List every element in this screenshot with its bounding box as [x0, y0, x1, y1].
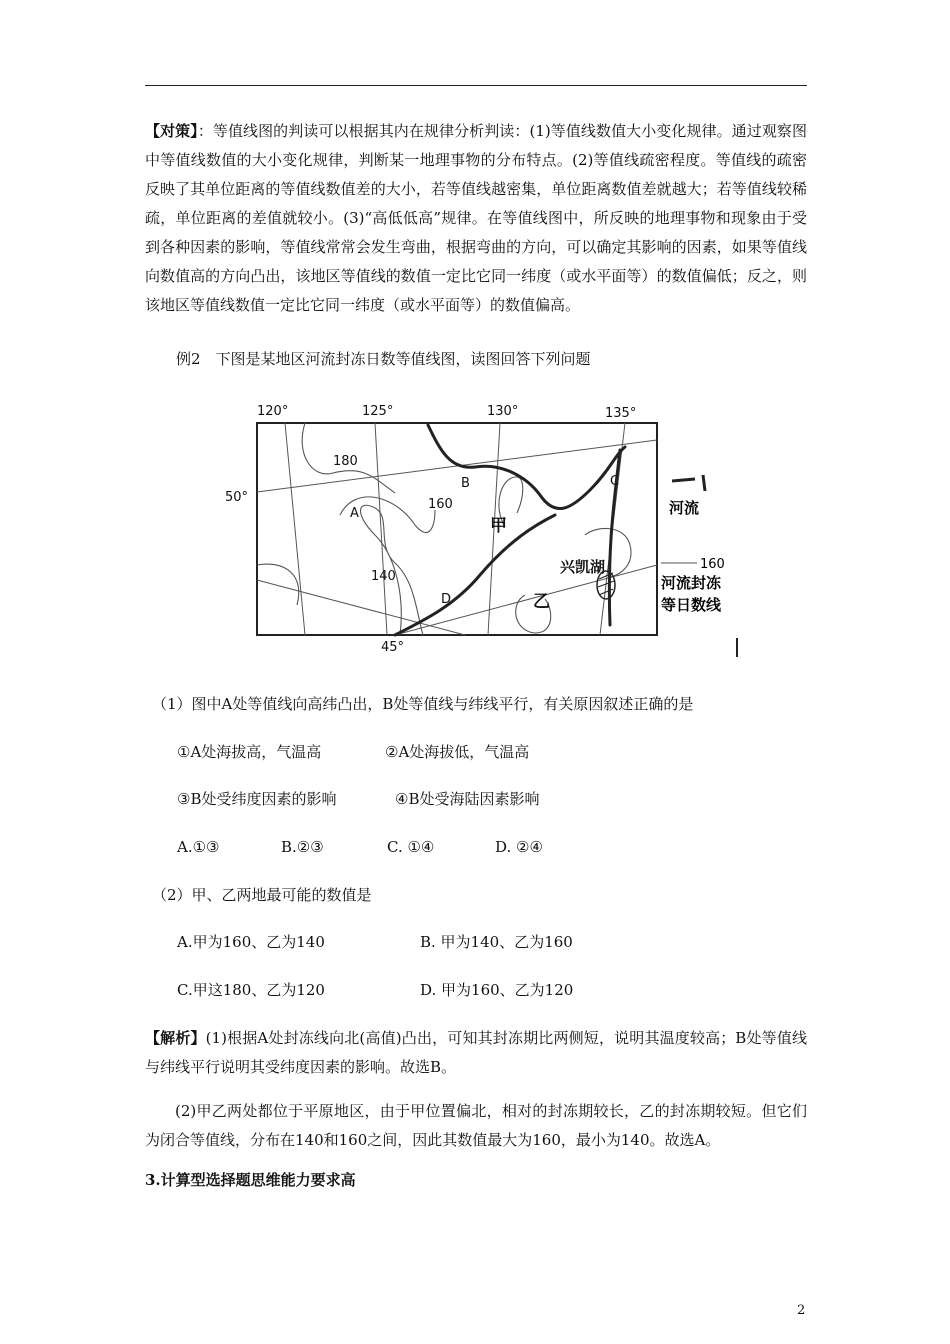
meridian-120	[285, 423, 305, 635]
meridian-125	[375, 423, 387, 635]
example-title: 例2 下图是某地区河流封冻日数等值线图，读图回答下列问题	[176, 350, 591, 368]
label-lon-135: 135°	[605, 406, 637, 421]
q2-choice-b: B. 甲为140、乙为160	[420, 933, 573, 951]
q1-option-1: ①A处海拔高，气温高	[177, 743, 322, 761]
page-number: 2	[797, 1303, 806, 1318]
analysis-paragraph-1	[145, 1024, 807, 1082]
label-point-a: A	[350, 506, 359, 521]
analysis-paragraph-2: (2)甲乙两处都位于平原地区，由于甲位置偏北，相对的封冻期较长，乙的封冻期较短。但它们为闭合等值线，分布在140和160之间，因此其数值最大为160，最小为140。故选A。	[145, 1102, 807, 1149]
parallel-lower	[257, 580, 465, 635]
strategy-label: 【对策】	[145, 122, 198, 140]
q1-choice-c: C. ①④	[387, 838, 435, 856]
q1-choice-d: D. ②④	[495, 838, 543, 856]
strategy-paragraph	[145, 117, 807, 320]
label-lat-50: 50°	[225, 490, 249, 505]
label-lon-130: 130°	[487, 404, 519, 419]
label-xingkai: 兴凯湖	[560, 558, 606, 576]
q2-choice-c: C.甲这180、乙为120	[177, 981, 325, 999]
strategy-text: ：等值线图的判读可以根据其内在规律分析判读：(1)等值线数值大小变化规律。通过观察图中等值线数值的大小变化规律，判断某一地理事物的分布特点。(2)等值线疏密程度。等值线的疏密反映了其单位距离的等值线数值差的大小，若等值线越密集，单位距离数值差就越大；若等值线较稀疏，单位距离的差值就较小。(3)“高低低高”规律。在等值线图中，所反映的地理事物和现象由于受到各种因素的影响，等值线常常会发生弯曲，根据弯曲的方向，可以确定其影响的因素，如果等值线向数值高的方向凸出，该地区等值线的数值一定比它同一纬度（或水平面等）的数值偏低；反之，则该地区等值线数值一定比它同一纬度（或水平面等）的数值偏高。	[145, 122, 807, 314]
analysis-text-1: (1)根据A处封冻线向北(高值)凸出，可知其封冻期比两侧短，说明其温度较高；B处等值线与纬线平行说明其受纬度因素的影响。故选B。	[145, 1029, 807, 1076]
q1-stem: （1）图中A处等值线向高纬凸出，B处等值线与纬线平行，有关原因叙述正确的是	[152, 695, 694, 713]
label-lon-125: 125°	[362, 404, 394, 419]
q1-choice-a: A.①③	[177, 838, 220, 856]
label-contour-180: 180	[333, 454, 358, 469]
label-lat-45: 45°	[381, 640, 405, 655]
label-point-c: C	[610, 474, 620, 489]
q2-stem: （2）甲、乙两地最可能的数值是	[152, 886, 372, 904]
q1-option-3: ③B处受纬度因素的影响	[177, 790, 337, 808]
q2-choice-d: D. 甲为160、乙为120	[420, 981, 574, 999]
label-contour-140: 140	[371, 569, 396, 584]
label-contour-160: 160	[428, 497, 453, 512]
analysis-label: 【解析】	[145, 1029, 206, 1047]
parallel-45	[395, 565, 657, 635]
legend-river: 河流	[669, 499, 700, 517]
legend-value: 160	[700, 557, 725, 572]
legend-contour-line2: 等日数线	[661, 596, 722, 614]
label-jia: 甲	[490, 516, 507, 536]
q1-choice-b: B.②③	[281, 838, 324, 856]
q1-option-2: ②A处海拔低，气温高	[385, 743, 530, 761]
label-point-b: B	[461, 476, 470, 491]
q2-choice-a: A.甲为160、乙为140	[177, 933, 325, 951]
river-north	[428, 425, 625, 509]
label-point-d: D	[441, 592, 452, 607]
header-rule	[145, 85, 807, 86]
label-lon-120: 120°	[257, 404, 289, 419]
contour-map	[225, 395, 765, 665]
map-legend	[661, 475, 737, 657]
label-yi: 乙	[533, 592, 550, 612]
section-title: 3.计算型选择题思维能力要求高	[145, 1171, 356, 1189]
legend-contour-line1: 河流封冻	[661, 574, 722, 592]
q1-option-4: ④B处受海陆因素影响	[395, 790, 540, 808]
contour-west	[257, 564, 299, 605]
